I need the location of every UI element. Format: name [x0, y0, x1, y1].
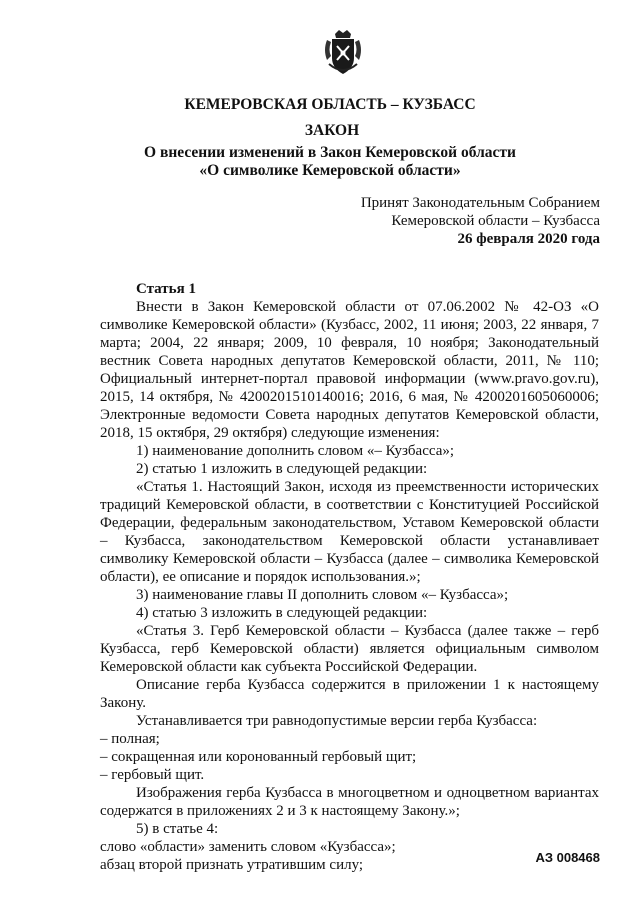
- version-full: – полная;: [100, 731, 160, 747]
- amendment-item-1: 1) наименование дополнить словом «– Кузбасса»;: [136, 443, 455, 459]
- region-heading: КЕМЕРОВСКАЯ ОБЛАСТЬ – КУЗБАСС: [184, 96, 476, 113]
- law-title-line-1: О внесении изменений в Закон Кемеровской области: [144, 144, 516, 161]
- versions-intro: Устанавливается три равнодопустимые версии герба Кузбасса:: [136, 713, 538, 729]
- coat-description-text: Описание герба Кузбасса содержится в приложении 1 к настоящему Закону.: [100, 677, 599, 711]
- article-body: [100, 280, 599, 874]
- document-type-heading: ЗАКОН: [304, 122, 360, 139]
- amendment-item-3: 3) наименование главы II дополнить словом «– Кузбасса»;: [136, 587, 509, 603]
- version-shield: – гербовый щит.: [100, 767, 205, 783]
- adoption-line-2: Кемеровской области – Кузбасса: [391, 213, 600, 229]
- adoption-block: [361, 194, 600, 248]
- amendment-item-5-a: слово «области» заменить словом «Кузбасса»;: [100, 839, 396, 855]
- article-1-new-text: «Статья 1. Настоящий Закон, исходя из преемственности исторических традиций Кемеровской области, в соответствии с Конституцией Российской Федерации, федеральным законодательством, Уставом Кемеровской области – Кузбасса, законодательством Кемеровской области устанавливает символику Кемеровской области – Кузбасса (далее – символика Кемеровской области), ее описание и порядок использования.»;: [100, 479, 599, 585]
- adoption-line-1: Принят Законодательным Собранием: [360, 195, 600, 211]
- article-3-new-text: «Статья 3. Герб Кемеровской области – Кузбасса (далее также – герб Кузбасса, герб Кемеровской области) является официальным символом Кемеровской области как субъекта Российской Федерации.: [100, 623, 599, 675]
- serial-stamp: АЗ 008468: [535, 850, 600, 865]
- amendment-item-5-b: абзац второй признать утратившим силу;: [100, 857, 364, 873]
- version-shortened: – сокращенная или коронованный гербовый щит;: [100, 749, 417, 765]
- article-title: Статья 1: [136, 281, 196, 297]
- coat-of-arms-emblem: [321, 28, 365, 78]
- adoption-date: 26 февраля 2020 года: [457, 231, 600, 247]
- images-text: Изображения герба Кузбасса в многоцветном и одноцветном вариантах содержатся в приложениях 2 и 3 к настоящему Закону.»;: [100, 785, 599, 819]
- law-title-line-2: «О символике Кемеровской области»: [199, 162, 461, 179]
- article-intro: Внести в Закон Кемеровской области от 07.06.2002 № 42-ОЗ «О символике Кемеровской области» (Кузбасс, 2002, 11 июня; 2003, 22 января, 7 марта; 2004, 22 января; 2009, 10 февраля, 10 ноября; Законодательный вестник Совета народных депутатов Кемеровской области, 2011, № 110; Официальный интернет-портал правовой информации (www.pravo.gov.ru), 2015, 14 октября, № 4200201510140016; 2016, 6 мая, № 4200201605060006; Электронные ведомости Совета народных депутатов Кемеровской области, 2018, 15 октября, 29 октября) следующие изменения:: [100, 299, 599, 441]
- amendment-item-5: 5) в статье 4:: [136, 821, 219, 837]
- amendment-item-4: 4) статью 3 изложить в следующей редакции:: [136, 605, 428, 621]
- amendment-item-2: 2) статью 1 изложить в следующей редакции:: [136, 461, 428, 477]
